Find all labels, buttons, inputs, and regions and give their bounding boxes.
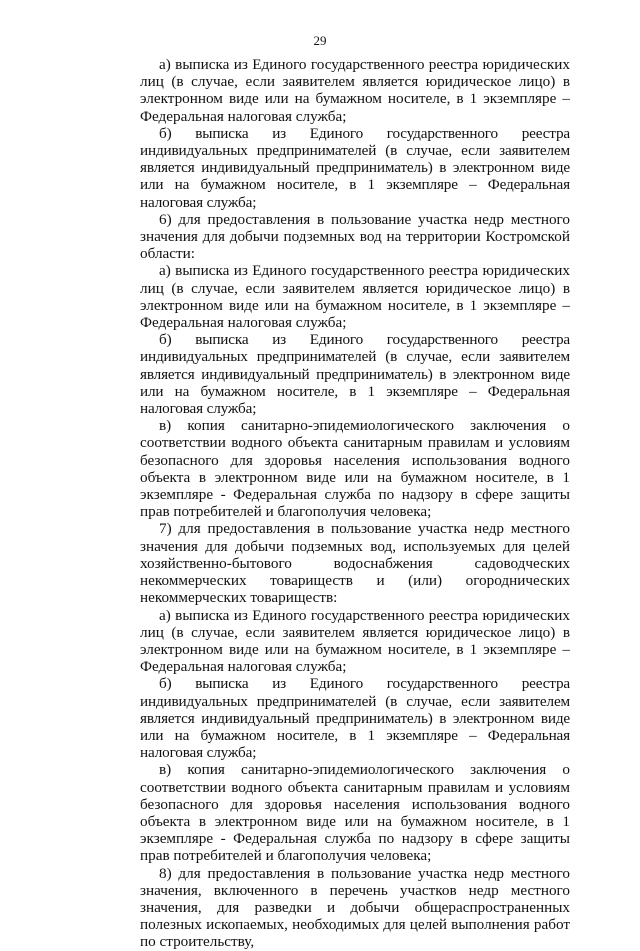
- paragraph-1a-egrul-extract: а) выписка из Единого государственного реестра юридических лиц (в случае, если заявителем является юридическое лицо) в электронном виде или на бумажном носителе, в 1 экземпляре – Федеральная налоговая служба;: [140, 56, 570, 125]
- document-body: [140, 56, 570, 951]
- paragraph-7c-sanitary-conclusion: в) копия санитарно-эпидемиологического заключения о соответствии водного объекта санитарным правилам и условиям безопасного для здоровья населения использования водного объекта в электронном виде или на бумажном носителе, в 1 экземпляре - Федеральная служба по надзору в сфере защиты прав потребителей и благополучия человека;: [140, 761, 570, 865]
- paragraph-6-groundwater-heading: 6) для предоставления в пользование участка недр местного значения для добычи подземных вод на территории Костромской области:: [140, 210, 570, 263]
- paragraph-6c-sanitary-conclusion: в) копия санитарно-эпидемиологического заключения о соответствии водного объекта санитарным правилам и условиям безопасного для здоровья населения использования водного объекта в электронном виде или на бумажном носителе, в 1 экземпляре - Федеральная служба по надзору в сфере защиты прав потребителей и благополучия человека;: [140, 417, 570, 521]
- paragraph-6b-egrip-extract: б) выписка из Единого государственного реестра индивидуальных предпринимателей (в случае, если заявителем является индивидуальный предприниматель) в электронном виде или на бумажном носителе, в 1 экземпляре – Федеральная налоговая служба;: [140, 331, 570, 418]
- paragraph-8-minerals-heading: 8) для предоставления в пользование участка недр местного значения, включенного в перечень участков недр местного значения, для разведки и добычи общераспространенных полезных ископаемых, необходимых для целей выполнения работ по строительству,: [140, 864, 570, 951]
- paragraph-7a-egrul-extract: а) выписка из Единого государственного реестра юридических лиц (в случае, если заявителем является юридическое лицо) в электронном виде или на бумажном носителе, в 1 экземпляре – Федеральная налоговая служба;: [140, 606, 570, 676]
- page-number: 29: [313, 33, 327, 48]
- paragraph-7-gardening-heading: 7) для предоставления в пользование участка недр местного значения для добычи подземных вод, используемых для целей хозяйственно-бытового водоснабжения садоводческих некоммерческих товариществ и (или) огороднических некоммерческих товариществ:: [140, 520, 570, 607]
- paragraph-1b-egrip-extract: б) выписка из Единого государственного реестра индивидуальных предпринимателей (в случае, если заявителем является индивидуальный предприниматель) в электронном виде или на бумажном носителе, в 1 экземпляре – Федеральная налоговая служба;: [140, 124, 570, 211]
- paragraph-7b-egrip-extract: б) выписка из Единого государственного реестра индивидуальных предпринимателей (в случае, если заявителем является индивидуальный предприниматель) в электронном виде или на бумажном носителе, в 1 экземпляре – Федеральная налоговая служба;: [140, 675, 570, 762]
- paragraph-6a-egrul-extract: а) выписка из Единого государственного реестра юридических лиц (в случае, если заявителем является юридическое лицо) в электронном виде или на бумажном носителе, в 1 экземпляре – Федеральная налоговая служба;: [140, 262, 570, 332]
